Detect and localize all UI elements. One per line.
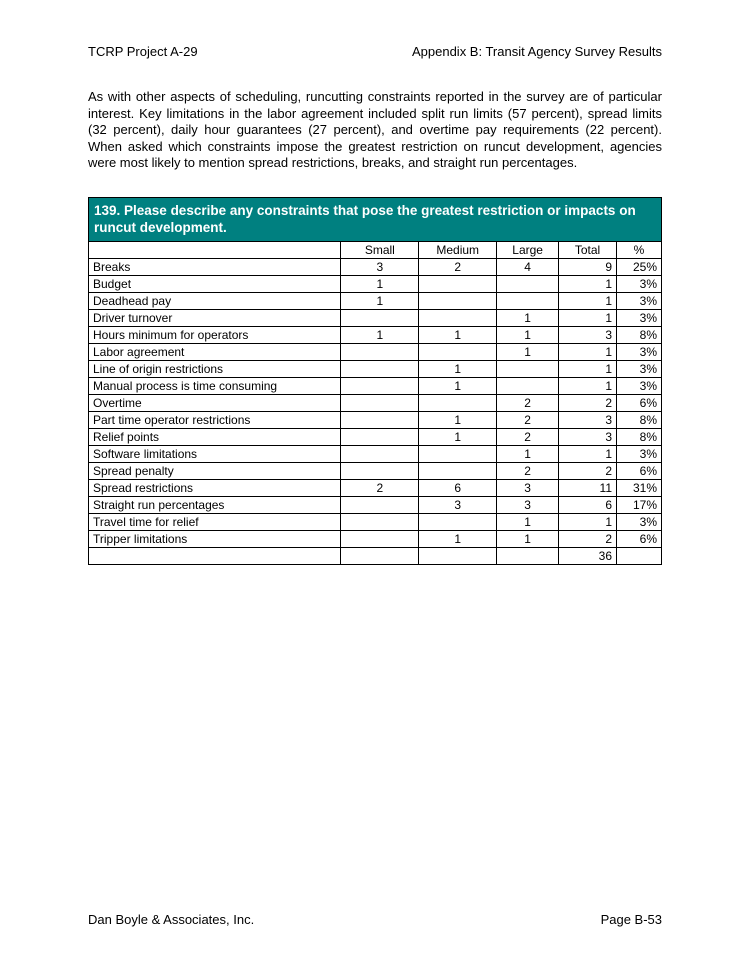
large-cell: 1 bbox=[497, 446, 559, 463]
large-cell: 3 bbox=[497, 480, 559, 497]
small-cell bbox=[341, 344, 419, 361]
small-cell: 3 bbox=[341, 259, 419, 276]
medium-cell: 1 bbox=[419, 327, 497, 344]
total-cell: 2 bbox=[559, 395, 617, 412]
table-row bbox=[89, 463, 662, 480]
large-cell: 1 bbox=[497, 531, 559, 548]
percent-cell: 3% bbox=[617, 310, 662, 327]
medium-cell: 1 bbox=[419, 531, 497, 548]
table-row bbox=[89, 327, 662, 344]
large-cell bbox=[497, 293, 559, 310]
label-cell: Overtime bbox=[89, 395, 341, 412]
percent-cell: 3% bbox=[617, 293, 662, 310]
column-header-small: Small bbox=[341, 242, 419, 259]
total-cell: 1 bbox=[559, 361, 617, 378]
medium-cell bbox=[419, 514, 497, 531]
percent-cell: 25% bbox=[617, 259, 662, 276]
small-cell: 1 bbox=[341, 327, 419, 344]
page-footer-page-number: Page B-53 bbox=[600, 912, 662, 927]
column-header-percent: % bbox=[617, 242, 662, 259]
percent-cell: 8% bbox=[617, 412, 662, 429]
small-cell: 1 bbox=[341, 276, 419, 293]
total-cell: 1 bbox=[559, 378, 617, 395]
page-header-section: Appendix B: Transit Agency Survey Results bbox=[411, 44, 662, 59]
small-cell bbox=[341, 429, 419, 446]
total-cell: 1 bbox=[559, 293, 617, 310]
medium-cell bbox=[419, 310, 497, 327]
total-cell: 1 bbox=[559, 344, 617, 361]
medium-cell bbox=[419, 344, 497, 361]
label-cell: Hours minimum for operators bbox=[89, 327, 341, 344]
medium-cell bbox=[419, 395, 497, 412]
total-cell: 9 bbox=[559, 259, 617, 276]
percent-cell: 3% bbox=[617, 344, 662, 361]
large-cell: 2 bbox=[497, 395, 559, 412]
percent-cell: 3% bbox=[617, 378, 662, 395]
total-cell: 3 bbox=[559, 429, 617, 446]
medium-cell bbox=[419, 446, 497, 463]
large-cell bbox=[497, 361, 559, 378]
large-cell: 3 bbox=[497, 497, 559, 514]
label-cell: Manual process is time consuming bbox=[89, 378, 341, 395]
percent-cell: 6% bbox=[617, 395, 662, 412]
table-row bbox=[89, 259, 662, 276]
medium-cell: 1 bbox=[419, 361, 497, 378]
total-row bbox=[89, 548, 662, 565]
total-cell: 3 bbox=[559, 412, 617, 429]
label-cell: Software limitations bbox=[89, 446, 341, 463]
total-cell: 1 bbox=[559, 514, 617, 531]
medium-cell: 6 bbox=[419, 480, 497, 497]
table-row bbox=[89, 293, 662, 310]
large-cell: 1 bbox=[497, 327, 559, 344]
large-cell: 2 bbox=[497, 429, 559, 446]
table-row bbox=[89, 276, 662, 293]
percent-cell: 8% bbox=[617, 327, 662, 344]
table-row bbox=[89, 446, 662, 463]
table-row bbox=[89, 497, 662, 514]
label-cell: Tripper limitations bbox=[89, 531, 341, 548]
column-header-medium: Medium bbox=[419, 242, 497, 259]
table-row bbox=[89, 480, 662, 497]
total-cell: 3 bbox=[559, 327, 617, 344]
table-row bbox=[89, 344, 662, 361]
medium-cell bbox=[419, 276, 497, 293]
large-cell bbox=[497, 378, 559, 395]
table-row bbox=[89, 395, 662, 412]
percent-cell: 3% bbox=[617, 276, 662, 293]
large-cell: 1 bbox=[497, 514, 559, 531]
table-row bbox=[89, 531, 662, 548]
small-cell bbox=[341, 446, 419, 463]
label-cell: Deadhead pay bbox=[89, 293, 341, 310]
table-row bbox=[89, 412, 662, 429]
table-title: 139. Please describe any constraints that pose the greatest restriction or impacts on runcut development. bbox=[89, 198, 662, 242]
percent-cell: 8% bbox=[617, 429, 662, 446]
large-cell: 1 bbox=[497, 344, 559, 361]
percent-cell: 6% bbox=[617, 531, 662, 548]
body-paragraph: As with other aspects of scheduling, runcutting constraints reported in the survey are of particular interest. Key limitations in the labor agreement included split run limits (57 percent), spread limits (32 percent), daily hour guarantees (27 percent), and overtime pay requirements (22 percent). When asked which constraints impose the greatest restriction on runcut development, agencies were most likely to mention spread restrictions, breaks, and straight run percentages. bbox=[88, 89, 662, 170]
total-cell: 6 bbox=[559, 497, 617, 514]
percent-cell: 3% bbox=[617, 514, 662, 531]
large-cell: 4 bbox=[497, 259, 559, 276]
column-header-row bbox=[89, 242, 662, 259]
column-header-total: Total bbox=[559, 242, 617, 259]
total-cell: 36 bbox=[559, 548, 617, 565]
large-cell: 1 bbox=[497, 310, 559, 327]
label-cell: Spread restrictions bbox=[89, 480, 341, 497]
total-cell: 11 bbox=[559, 480, 617, 497]
small-cell bbox=[341, 412, 419, 429]
label-cell: Driver turnover bbox=[89, 310, 341, 327]
page-header-project: TCRP Project A-29 bbox=[88, 44, 198, 59]
label-cell: Spread penalty bbox=[89, 463, 341, 480]
label-cell: Budget bbox=[89, 276, 341, 293]
label-cell: Part time operator restrictions bbox=[89, 412, 341, 429]
label-cell bbox=[89, 548, 341, 565]
percent-cell bbox=[617, 548, 662, 565]
small-cell bbox=[341, 361, 419, 378]
large-cell: 2 bbox=[497, 463, 559, 480]
total-cell: 2 bbox=[559, 463, 617, 480]
percent-cell: 17% bbox=[617, 497, 662, 514]
small-cell bbox=[341, 514, 419, 531]
small-cell bbox=[341, 395, 419, 412]
table-row bbox=[89, 429, 662, 446]
medium-cell bbox=[419, 548, 497, 565]
label-cell: Straight run percentages bbox=[89, 497, 341, 514]
medium-cell: 1 bbox=[419, 412, 497, 429]
label-cell: Travel time for relief bbox=[89, 514, 341, 531]
label-cell: Breaks bbox=[89, 259, 341, 276]
large-cell: 2 bbox=[497, 412, 559, 429]
percent-cell: 3% bbox=[617, 361, 662, 378]
small-cell: 2 bbox=[341, 480, 419, 497]
small-cell bbox=[341, 548, 419, 565]
small-cell bbox=[341, 378, 419, 395]
label-cell: Line of origin restrictions bbox=[89, 361, 341, 378]
medium-cell: 3 bbox=[419, 497, 497, 514]
table-row bbox=[89, 310, 662, 327]
small-cell: 1 bbox=[341, 293, 419, 310]
medium-cell: 1 bbox=[419, 429, 497, 446]
survey-table bbox=[88, 197, 662, 565]
medium-cell: 1 bbox=[419, 378, 497, 395]
small-cell bbox=[341, 497, 419, 514]
small-cell bbox=[341, 463, 419, 480]
table-row bbox=[89, 514, 662, 531]
total-cell: 1 bbox=[559, 446, 617, 463]
column-header-blank bbox=[89, 242, 341, 259]
total-cell: 1 bbox=[559, 310, 617, 327]
label-cell: Labor agreement bbox=[89, 344, 341, 361]
column-header-large: Large bbox=[497, 242, 559, 259]
percent-cell: 3% bbox=[617, 446, 662, 463]
label-cell: Relief points bbox=[89, 429, 341, 446]
percent-cell: 31% bbox=[617, 480, 662, 497]
medium-cell bbox=[419, 293, 497, 310]
total-cell: 2 bbox=[559, 531, 617, 548]
large-cell bbox=[497, 548, 559, 565]
small-cell bbox=[341, 310, 419, 327]
table-row bbox=[89, 378, 662, 395]
medium-cell: 2 bbox=[419, 259, 497, 276]
percent-cell: 6% bbox=[617, 463, 662, 480]
medium-cell bbox=[419, 463, 497, 480]
table-body bbox=[89, 242, 662, 565]
small-cell bbox=[341, 531, 419, 548]
large-cell bbox=[497, 276, 559, 293]
table-row bbox=[89, 361, 662, 378]
page-footer-company: Dan Boyle & Associates, Inc. bbox=[88, 912, 255, 927]
total-cell: 1 bbox=[559, 276, 617, 293]
